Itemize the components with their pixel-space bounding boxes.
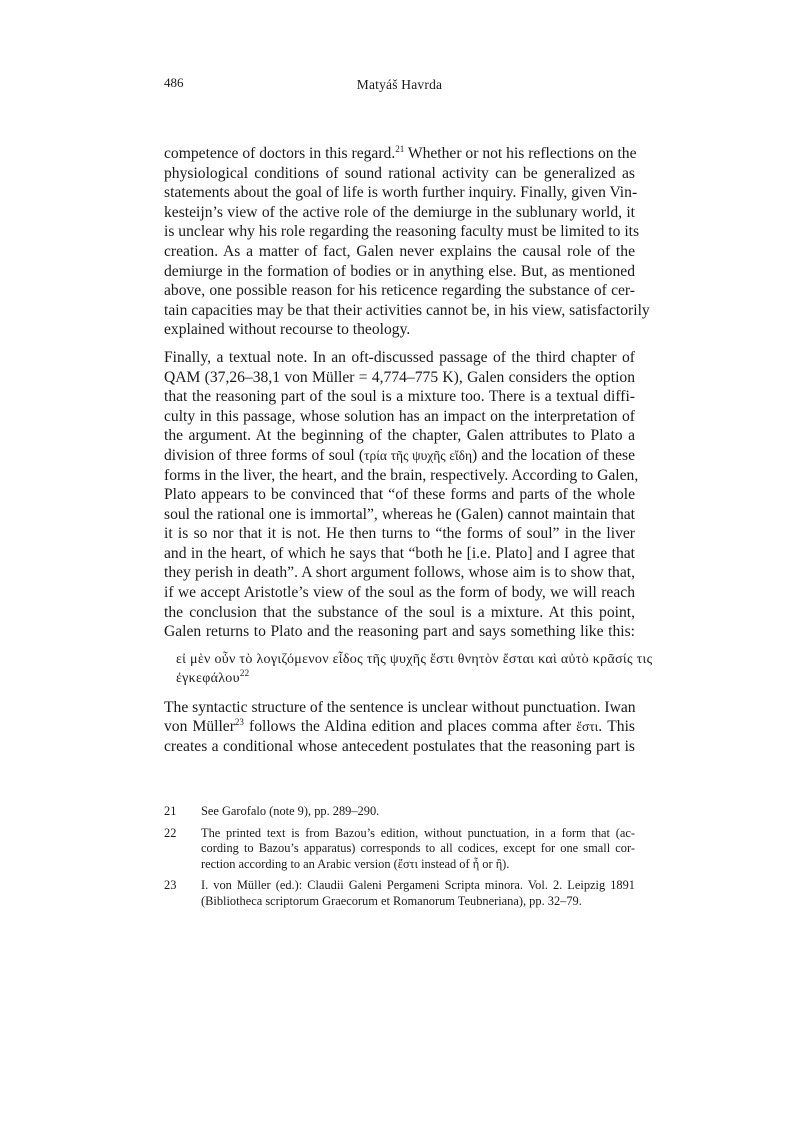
greek-text: ἔστι [576, 719, 599, 735]
text-segment: creation. As a matter of fact, Galen never explains the causal role of the [164, 242, 635, 260]
text-segment: ἐγκεφάλου [176, 670, 240, 686]
text-segment: and in the heart, of which he says that “both he [i.e. Plato] and I agree that [164, 544, 635, 562]
footnote-number: 23 [164, 878, 177, 892]
text-segment: above, one possible reason for his reticence regarding the substance of cer- [164, 282, 635, 300]
page-number: 486 [164, 75, 184, 90]
text-line [176, 650, 653, 669]
text-segment: culty in this passage, whose solution has an impact on the interpretation of [164, 407, 635, 425]
footnote [164, 878, 635, 909]
greek-text: τρία τῆς ψυχῆς εἴδη [364, 447, 473, 463]
running-head: Matyáš Havrda [356, 77, 443, 92]
text-line [164, 222, 640, 242]
text-segment: ) and the location of these [472, 446, 636, 464]
text-segment: demiurge in the formation of bodies or in anything else. But, as mentioned [164, 262, 635, 280]
text-line [164, 505, 635, 525]
text-segment: The syntactic structure of the sentence is unclear without punctuation. Iwan [164, 698, 636, 716]
text-line [164, 387, 635, 407]
text-segment: tain capacities may be that their activities cannot be, in his view, satisfactorily [164, 301, 650, 319]
text-line [164, 544, 635, 564]
text-line [164, 737, 635, 757]
text-segment: soul the rational one is immortal”, whereas he (Galen) cannot maintain that [164, 505, 635, 523]
text-line [164, 603, 635, 623]
text-segment: is unclear why his role regarding the reasoning faculty must be limited to its [164, 223, 640, 241]
text-segment: division of three forms of soul ( [164, 446, 365, 464]
text-line [164, 446, 635, 466]
footnote-line: rection according to an Arabic version (ἔστι instead of ἦ or ἢ). [201, 856, 510, 871]
text-segment: if we accept Aristotle’s view of the soul as the form of body, we will reach [164, 584, 635, 602]
text-segment: Whether or not his reflections on the [404, 145, 637, 162]
text-segment: von Müller [164, 718, 235, 736]
text-line [164, 698, 635, 718]
main-text [164, 144, 653, 765]
text-line [164, 183, 638, 203]
footnote-line: The printed text is from Bazou’s edition, without punctuation, in a form that (ac- [201, 825, 635, 840]
text-line [164, 563, 635, 583]
greek-quotation [164, 650, 653, 688]
footnote-line: I. von Müller (ed.): Claudii Galeni Pergameni Scripta minora. Vol. 2. Leipzig 1891 [201, 878, 635, 892]
footnote-ref[interactable]: 23 [234, 717, 244, 728]
text-segment: QAM (37,26–38,1 von Müller = 4,774–775 K), Galen considers the option [164, 368, 635, 386]
footnote [164, 804, 635, 820]
paragraph [164, 144, 650, 340]
text-line [164, 262, 635, 282]
text-line [164, 203, 635, 223]
text-line [164, 301, 650, 321]
text-line [164, 426, 635, 446]
text-segment: kesteijn’s view of the active role of the demiurge in the sublunary world, it [164, 203, 635, 221]
text-line [164, 144, 635, 164]
text-segment: explained without recourse to theology. [164, 321, 411, 339]
footnotes [164, 804, 635, 915]
footnote-number: 22 [164, 825, 177, 840]
paragraph [164, 348, 639, 642]
text-line [164, 524, 635, 544]
footnote-ref[interactable]: 21 [395, 144, 405, 154]
text-segment: follows the Aldina edition and places comma after [243, 718, 577, 736]
text-line [164, 320, 635, 340]
text-segment: εἰ μὲν οὖν τὸ λογιζόμενον εἶδος τῆς ψυχῆς ἔστι θνητὸν ἔσται καὶ αὐτὸ κρᾶσίς τις [176, 651, 653, 667]
text-line [164, 407, 635, 427]
footnote [164, 826, 635, 873]
footnote-line: cording to Bazou’s apparatus) corresponds to all codices, except for one small cor- [201, 841, 635, 855]
text-line [164, 281, 635, 301]
footnote-line: See Garofalo (note 9), pp. 289–290. [201, 804, 380, 818]
text-segment: that the reasoning part of the soul is a mixture too. There is a textual diffi- [164, 388, 635, 406]
text-segment: statements about the goal of life is worth further inquiry. Finally, given Vin- [164, 184, 638, 202]
paragraph [164, 698, 635, 757]
text-line [164, 466, 639, 486]
text-line [164, 622, 635, 642]
text-line [164, 485, 635, 505]
text-segment: competence of doctors in this regard. [164, 145, 396, 162]
text-segment: they perish in death”. A short argument follows, whose aim is to show that, [164, 564, 635, 582]
text-segment: physiological conditions of sound rational activity can be generalized as [164, 164, 635, 182]
text-line [164, 368, 635, 388]
text-segment: Plato appears to be convinced that “of these forms and parts of the whole [164, 486, 635, 504]
text-line [164, 717, 635, 737]
text-segment: the argument. At the beginning of the chapter, Galen attributes to Plato a [164, 427, 635, 445]
footnote-ref[interactable]: 22 [239, 667, 250, 678]
text-line [164, 348, 635, 368]
text-segment: it is so nor that it is not. He then turns to “the forms of soul” in the liver [164, 525, 635, 543]
text-segment: creates a conditional whose antecedent postulates that the reasoning part is [164, 738, 635, 756]
text-segment: the conclusion that the substance of the soul is a mixture. At this point, [164, 603, 635, 621]
text-line [164, 242, 635, 262]
footnote-number: 21 [164, 804, 177, 818]
text-line [176, 669, 635, 688]
text-line [164, 583, 635, 603]
text-segment: Galen returns to Plato and the reasoning part and says something like this: [164, 623, 635, 641]
text-segment: forms in the liver, the heart, and the brain, respectively. According to Galen, [164, 466, 639, 484]
footnote-line: (Bibliotheca scriptorum Graecorum et Romanorum Teubneriana), pp. 32–79. [201, 893, 582, 908]
text-line [164, 164, 635, 184]
text-segment: . This [598, 718, 635, 736]
text-segment: Finally, a textual note. In an oft-discussed passage of the third chapter of [164, 348, 635, 366]
